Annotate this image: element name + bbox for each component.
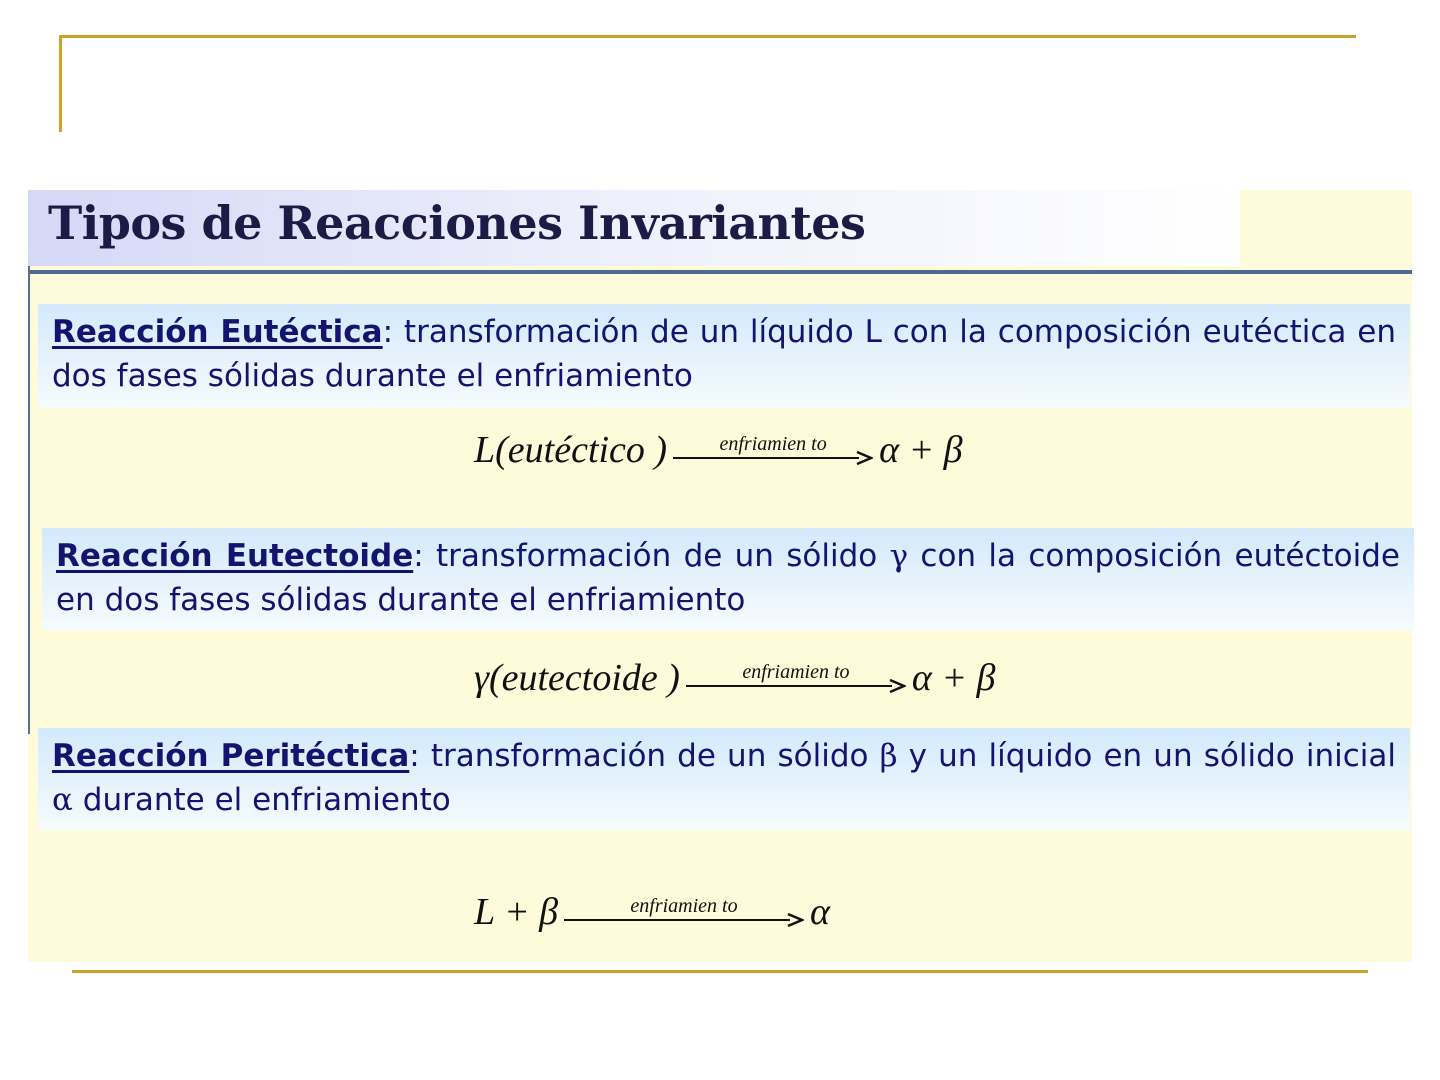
arrow-eutectoid (686, 662, 906, 694)
term-eutectoid: Reacción Eutectoide (56, 538, 414, 574)
equation-eutectic-lhs: L(eutéctico ) (474, 429, 668, 471)
right-arrow-icon (564, 912, 804, 928)
title-band (28, 190, 1240, 266)
term-peritectic: Reacción Peritéctica (52, 738, 410, 774)
definition-peritectic (38, 728, 1410, 830)
slide-title: Tipos de Reacciones Invariantes (48, 196, 866, 250)
definition-eutectic-text: : transformación de un líquido L con la composición eutéctica en dos fases sólidas durante el enfriamiento (52, 314, 1396, 394)
definition-peritectic-text-b: y un líquido en un sólido inicial (897, 738, 1396, 774)
arrow-label-eutectoid: enfriamien to (742, 661, 850, 683)
arrow-label-eutectic: enfriamien to (719, 433, 827, 455)
definition-eutectoid-text-b: con la composición eutéctoide en dos fases sólidas durante el enfriamiento (56, 538, 1400, 618)
equation-peritectic (474, 890, 830, 934)
slide-content-image (28, 190, 1412, 962)
frame-left-rule (59, 35, 62, 132)
left-edge-rule (28, 266, 30, 734)
arrow-peritectic (564, 896, 804, 928)
definition-eutectoid (42, 528, 1414, 630)
equation-eutectic-rhs: α + β (879, 429, 963, 471)
gamma-symbol: γ (889, 538, 909, 574)
term-eutectic: Reacción Eutéctica (52, 314, 383, 350)
definition-peritectic-text-a: : transformación de un sólido (409, 738, 880, 774)
equation-eutectoid (474, 656, 995, 700)
frame-bottom-rule (72, 970, 1368, 973)
equation-eutectoid-lhs: γ(eutectoide ) (474, 657, 680, 699)
equation-eutectoid-rhs: α + β (911, 657, 996, 699)
definition-peritectic-text-c: durante el enfriamiento (72, 782, 451, 818)
frame-top-rule (59, 35, 1356, 38)
right-arrow-icon (673, 450, 873, 466)
right-arrow-icon (686, 678, 906, 694)
definition-eutectic (38, 304, 1410, 408)
arrow-eutectic (673, 434, 873, 466)
beta-symbol: β (879, 738, 898, 774)
definition-eutectoid-text-a: : transformación de un sólido (413, 538, 890, 574)
equation-eutectic (474, 428, 963, 472)
equation-peritectic-lhs: L + β (474, 891, 559, 933)
title-underline-rule (28, 270, 1412, 274)
equation-peritectic-rhs: α (810, 891, 830, 933)
arrow-label-peritectic: enfriamien to (630, 895, 738, 917)
alpha-symbol: α (52, 782, 73, 818)
